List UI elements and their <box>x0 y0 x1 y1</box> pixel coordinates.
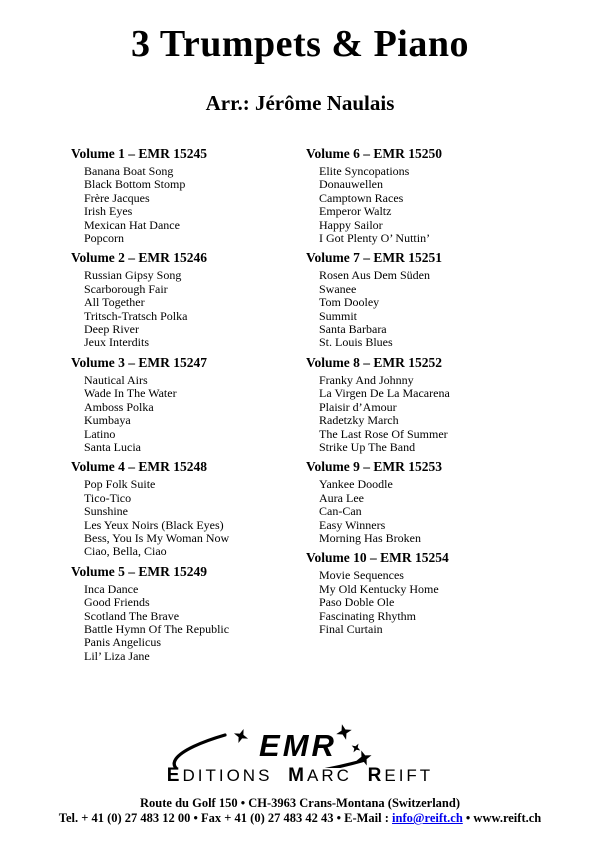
song-title: Black Bottom Stomp <box>84 177 186 192</box>
song-title: Battle Hymn Of The Republic <box>84 621 230 636</box>
song-title: Good Friends <box>84 595 150 610</box>
song-title: Russian Gipsy Song <box>84 268 182 283</box>
song-title: Summit <box>319 308 358 323</box>
song-title: Paso Doble Ole <box>319 595 395 610</box>
volume-title: Volume 6 – EMR 15250 <box>306 146 443 161</box>
song-title: Ciao, Bella, Ciao <box>84 544 167 559</box>
volume-title: Volume 7 – EMR 15251 <box>306 250 443 266</box>
volume-block <box>71 459 301 558</box>
song-title: Deep River <box>84 322 139 337</box>
song-title: Pop Folk Suite <box>84 477 156 492</box>
song-title: I Got Plenty O’ Nuttin’ <box>319 231 431 246</box>
volume-title: Volume 10 – EMR 15254 <box>306 550 449 566</box>
song-title: Banana Boat Song <box>84 164 174 178</box>
song-title: Final Curtain <box>319 621 383 636</box>
volume-title: Volume 2 – EMR 15246 <box>71 250 208 266</box>
brand-rest: EIFT <box>384 766 434 785</box>
song-title: Popcorn <box>84 231 124 246</box>
song-title: The Last Rose Of Summer <box>319 426 448 441</box>
song-title: Plaisir d’Amour <box>319 399 397 414</box>
star-icon <box>334 722 354 742</box>
volume-title: Volume 1 – EMR 15245 <box>71 146 208 161</box>
song-title: Rosen Aus Dem Süden <box>319 268 430 283</box>
song-title: Emperor Waltz <box>319 204 392 219</box>
brand-initial: M <box>288 765 307 786</box>
song-title: Santa Barbara <box>319 322 387 337</box>
song-title: Nautical Airs <box>84 372 148 387</box>
volume-block <box>306 459 536 545</box>
song-title: Bess, You Is My Woman Now <box>84 530 230 545</box>
catalog-column <box>71 146 301 668</box>
song-title: Frère Jacques <box>84 190 150 205</box>
song-title: Mexican Hat Dance <box>84 217 180 232</box>
song-list <box>71 478 301 558</box>
song-title: Sunshine <box>84 504 129 519</box>
logo-wordmark: EMR <box>259 728 337 763</box>
emr-logo-graphic <box>170 710 420 768</box>
song-title: Aura Lee <box>319 490 364 505</box>
emr-logo <box>170 710 420 768</box>
publisher-contact <box>0 811 600 825</box>
publisher-address: Route du Golf 150 • CH-3963 Crans-Montana (Switzerland) <box>140 796 460 810</box>
catalog-column <box>306 146 536 641</box>
song-title: Santa Lucia <box>84 439 141 454</box>
song-title: St. Louis Blues <box>319 335 393 350</box>
volume-block <box>71 564 301 663</box>
song-title: Latino <box>84 426 116 441</box>
song-list <box>71 269 301 349</box>
song-title: Yankee Doodle <box>319 477 393 492</box>
song-title: Easy Winners <box>319 517 386 532</box>
song-title: Fascinating Rhythm <box>319 608 416 623</box>
song-list <box>71 374 301 454</box>
volume-title: Volume 8 – EMR 15252 <box>306 354 443 370</box>
song-title: Inca Dance <box>84 581 139 596</box>
brand-initial: E <box>166 765 183 786</box>
song-title: Camptown Races <box>319 190 404 205</box>
volume-block <box>71 146 301 245</box>
star-icon <box>231 726 250 745</box>
song-title: Scotland The Brave <box>84 608 180 623</box>
song-title: Amboss Polka <box>84 399 154 414</box>
song-title: Strike Up The Band <box>319 439 416 454</box>
volume-title: Volume 3 – EMR 15247 <box>71 354 208 370</box>
song-title: Elite Syncopations <box>319 164 410 178</box>
song-list <box>306 165 536 245</box>
email-link[interactable]: info@reift.ch <box>392 811 463 825</box>
song-title: Tom Dooley <box>319 295 380 310</box>
song-title: Can-Can <box>319 504 362 519</box>
arranger-title: Arr.: Jérôme Naulais <box>205 91 395 115</box>
song-title: Les Yeux Noirs (Black Eyes) <box>84 517 224 532</box>
brand-rest: ARC <box>306 766 352 785</box>
star-icon <box>349 741 363 755</box>
song-list <box>306 569 536 636</box>
volume-block <box>71 355 301 454</box>
song-list <box>71 165 301 245</box>
contact-prefix: Tel. + 41 (0) 27 483 12 00 • Fax + 41 (0) 27 483 42 43 • E-Mail : <box>58 811 393 825</box>
volume-title: Volume 9 – EMR 15253 <box>306 459 443 475</box>
volume-block <box>306 146 536 245</box>
song-title: Scarborough Fair <box>84 281 168 296</box>
song-list <box>71 583 301 663</box>
song-list <box>306 269 536 349</box>
song-title: Movie Sequences <box>319 568 404 583</box>
song-title: Donauwellen <box>319 177 383 192</box>
song-title: Happy Sailor <box>319 217 383 232</box>
song-title: Lil’ Liza Jane <box>84 648 150 663</box>
song-title: Wade In The Water <box>84 386 177 401</box>
volume-block <box>71 250 301 349</box>
song-title: Franky And Johnny <box>319 372 414 387</box>
song-title: La Virgen De La Macarena <box>319 386 450 401</box>
song-list <box>306 374 536 454</box>
song-title: My Old Kentucky Home <box>319 581 439 596</box>
publisher-name <box>0 766 600 785</box>
contact-suffix: • www.reift.ch <box>462 811 542 825</box>
song-title: Jeux Interdits <box>84 335 149 350</box>
song-title: Irish Eyes <box>84 204 133 219</box>
song-title: Radetzky March <box>319 413 399 428</box>
song-title: Kumbaya <box>84 413 131 428</box>
song-title: All Together <box>84 295 145 310</box>
song-title: Panis Angelicus <box>84 635 161 650</box>
page-title: 3 Trumpets & Piano <box>131 23 469 65</box>
song-title: Swanee <box>319 281 357 296</box>
volume-title: Volume 4 – EMR 15248 <box>71 459 208 475</box>
song-title: Tico-Tico <box>84 490 132 505</box>
song-title: Morning Has Broken <box>319 530 421 545</box>
volume-title: Volume 5 – EMR 15249 <box>71 563 208 579</box>
brand-rest: DITIONS <box>182 766 273 785</box>
volume-block <box>306 550 536 636</box>
volume-block <box>306 355 536 454</box>
song-title: Tritsch-Tratsch Polka <box>84 308 188 323</box>
song-list <box>306 478 536 545</box>
volume-block <box>306 250 536 349</box>
brand-initial: R <box>367 765 385 786</box>
